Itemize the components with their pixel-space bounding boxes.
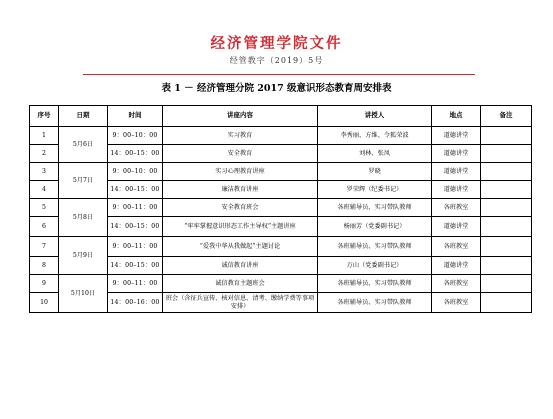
place-cell: 道德讲堂: [432, 127, 481, 145]
place-cell: 道德讲堂: [432, 163, 481, 181]
table-row: [30, 199, 532, 217]
place-cell: 各班教室: [432, 199, 481, 217]
speaker-cell: 罗晓: [318, 163, 432, 181]
red-divider: [83, 74, 475, 75]
row-index: 7: [30, 237, 59, 257]
row-index: 3: [30, 163, 59, 181]
note-cell: [481, 293, 532, 313]
speaker-cell: 各班辅导员、实习带队教师: [318, 293, 432, 313]
time-cell: 9：00–11：00: [108, 275, 163, 293]
speaker-cell: 各班辅导员、实习带队教师: [318, 237, 432, 257]
row-index: 8: [30, 257, 59, 275]
note-cell: [481, 145, 532, 163]
table-header-row: [30, 106, 532, 127]
column-header-note: 备注: [481, 106, 532, 127]
place-cell: 各班教室: [432, 237, 481, 257]
speaker-cell: 各班辅导员、实习带队教师: [318, 275, 432, 293]
note-cell: [481, 217, 532, 237]
time-cell: 9：00–10：00: [108, 127, 163, 145]
date-cell: 5月8日: [59, 199, 108, 237]
note-cell: [481, 181, 532, 199]
date-cell: 5月10日: [59, 275, 108, 313]
table-row: [30, 275, 532, 293]
topic-cell: 班会（含征兵宣传、核对信息、清考、缴纳学费等事项安排）: [163, 293, 318, 313]
speaker-cell: 杨丽芳（党委副书记）: [318, 217, 432, 237]
topic-cell: 廉洁教育讲座: [163, 181, 318, 199]
place-cell: 道德讲堂: [432, 257, 481, 275]
speaker-cell: 罗荣辉（纪委书记）: [318, 181, 432, 199]
place-cell: 道德讲堂: [432, 217, 481, 237]
topic-cell: 实习心理教育讲座: [163, 163, 318, 181]
note-cell: [481, 257, 532, 275]
table-row: [30, 127, 532, 145]
place-cell: 道德讲堂: [432, 145, 481, 163]
note-cell: [481, 237, 532, 257]
date-cell: 5月7日: [59, 163, 108, 199]
note-cell: [481, 163, 532, 181]
place-cell: 道德讲堂: [432, 181, 481, 199]
speaker-cell: 李秀丽、方维、令狐荣波: [318, 127, 432, 145]
time-cell: 14：00–15：00: [108, 145, 163, 163]
date-cell: 5月9日: [59, 237, 108, 275]
topic-cell: 实习教育: [163, 127, 318, 145]
document-number: 经管教字（2019）5号: [229, 56, 324, 65]
schedule-table: [29, 105, 532, 313]
topic-cell: 诚信教育讲座: [163, 257, 318, 275]
note-cell: [481, 199, 532, 217]
time-cell: 9：00–11：00: [108, 199, 163, 217]
row-index: 2: [30, 145, 59, 163]
column-header-topic: 讲座内容: [163, 106, 318, 127]
column-header-speaker: 讲授人: [318, 106, 432, 127]
table-row: [30, 237, 532, 257]
column-header-time: 时间: [108, 106, 163, 127]
row-index: 9: [30, 275, 59, 293]
topic-cell: 诚信教育主题班会: [163, 275, 318, 293]
time-cell: 14：00–15：00: [108, 257, 163, 275]
row-index: 1: [30, 127, 59, 145]
time-cell: 9：00–10：00: [108, 163, 163, 181]
place-cell: 各班教室: [432, 275, 481, 293]
column-header-place: 地点: [432, 106, 481, 127]
row-index: 10: [30, 293, 59, 313]
note-cell: [481, 275, 532, 293]
note-cell: [481, 127, 532, 145]
time-cell: 9：00–11：00: [108, 237, 163, 257]
place-cell: 各班教室: [432, 293, 481, 313]
topic-cell: 安全教育班会: [163, 199, 318, 217]
time-cell: 14：00–15：00: [108, 181, 163, 199]
row-index: 4: [30, 181, 59, 199]
table-row: [30, 163, 532, 181]
speaker-cell: 万山（党委副书记）: [318, 257, 432, 275]
speaker-cell: 刘林、张凤: [318, 145, 432, 163]
document-title: 经济管理学院文件: [210, 35, 343, 52]
topic-cell: “爱我中华从我做起”主题讨论: [163, 237, 318, 257]
column-header-date: 日期: [59, 106, 108, 127]
time-cell: 14：00–15：00: [108, 217, 163, 237]
date-cell: 5月6日: [59, 127, 108, 163]
column-header-index: 序号: [30, 106, 59, 127]
row-index: 6: [30, 217, 59, 237]
topic-cell: 安全教育: [163, 145, 318, 163]
table-caption: 表 1 － 经济管理分院 2017 级意识形态教育周安排表: [161, 83, 392, 94]
time-cell: 14：00–16：00: [108, 293, 163, 313]
topic-cell: “牢牢掌握意识形态工作主导权”主题讲座: [163, 217, 318, 237]
speaker-cell: 各班辅导员、实习带队教师: [318, 199, 432, 217]
row-index: 5: [30, 199, 59, 217]
